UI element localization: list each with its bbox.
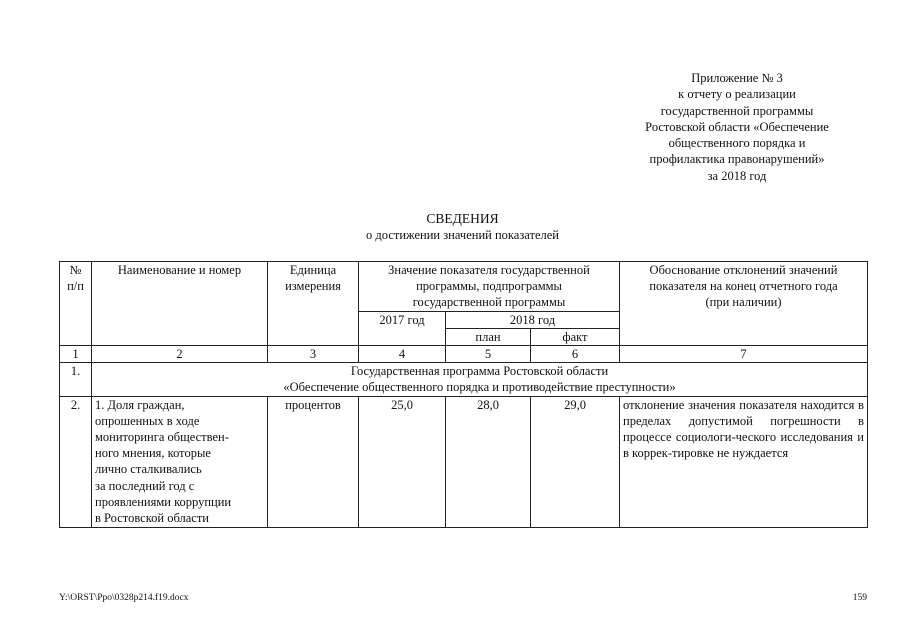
header-reason-line: (при наличии) xyxy=(705,295,782,310)
header-reason-line: показателя на конец отчетного года xyxy=(649,279,838,294)
indicator-name-line: 1. Доля граждан, xyxy=(95,397,185,412)
header-year-2018: 2018 год xyxy=(446,311,620,328)
indicator-name-line: мониторинга обществен- xyxy=(95,430,229,445)
indicator-reason: отклонение значения показателя находится в пределах допустимой погрешности в процессе социологи-ческого исследования и в коррек-тировке не нуждается xyxy=(620,396,868,527)
document-subtitle: о достижении значений показателей xyxy=(366,228,559,242)
header-reason-line: Обоснование отклонений значений xyxy=(649,263,838,277)
appendix-line: общественного порядка и xyxy=(668,136,806,151)
footer-file-path: Y:\ORST\Ppo\0328p214.f19.docx xyxy=(59,593,189,603)
header-year-2017: 2017 год xyxy=(359,311,446,345)
table-row xyxy=(60,396,868,527)
indicators-table xyxy=(59,261,868,528)
column-number: 4 xyxy=(359,346,446,363)
header-reason xyxy=(620,262,868,346)
column-number: 2 xyxy=(92,346,268,363)
indicator-fact-2018: 29,0 xyxy=(531,396,620,527)
indicator-name-line: в Ростовской области xyxy=(95,511,209,526)
appendix-line: государственной программы xyxy=(660,103,814,118)
column-number: 3 xyxy=(268,346,359,363)
header-unit-line: измерения xyxy=(285,279,341,294)
header-num-line: № xyxy=(69,263,82,277)
document-heading xyxy=(0,210,905,243)
indicator-name-line: за последний год с xyxy=(95,478,195,493)
indicator-unit: процентов xyxy=(268,396,359,527)
header-fact: факт xyxy=(531,328,620,345)
indicator-name xyxy=(92,396,268,527)
header-num-line: п/п xyxy=(67,279,84,294)
appendix-block xyxy=(607,70,867,184)
indicator-plan-2018: 28,0 xyxy=(446,396,531,527)
header-value-line: Значение показателя государственной xyxy=(388,263,590,277)
appendix-line: за 2018 год xyxy=(707,168,767,183)
appendix-line: к отчету о реализации xyxy=(678,87,796,102)
program-title-line: «Обеспечение общественного порядка и противодействие преступности» xyxy=(283,380,676,395)
header-plan: план xyxy=(446,328,531,345)
appendix-line: Ростовской области «Обеспечение xyxy=(645,119,829,134)
header-value-line: программы, подпрограммы xyxy=(416,279,562,294)
indicator-num: 2. xyxy=(60,396,92,527)
column-number: 1 xyxy=(60,346,92,363)
appendix-line: профилактика правонарушений» xyxy=(649,152,825,167)
document-title: СВЕДЕНИЯ xyxy=(426,211,499,226)
header-num xyxy=(60,262,92,346)
header-value xyxy=(359,262,620,312)
indicator-name-line: проявлениями коррупции xyxy=(95,494,232,509)
indicator-name-line: ного мнения, которые xyxy=(95,446,211,461)
indicator-value-2017: 25,0 xyxy=(359,396,446,527)
column-number: 6 xyxy=(531,346,620,363)
indicator-name-line: лично сталкивались xyxy=(95,462,202,477)
footer-page-number: 159 xyxy=(852,593,867,603)
indicator-name-line: опрошенных в ходе xyxy=(95,413,200,428)
program-row-num: 1. xyxy=(60,363,92,396)
column-number: 5 xyxy=(446,346,531,363)
appendix-line: Приложение № 3 xyxy=(691,71,783,85)
header-name: Наименование и номер xyxy=(92,262,268,346)
header-value-line: государственной программы xyxy=(412,295,566,310)
header-unit xyxy=(268,262,359,346)
program-row-title xyxy=(92,363,868,396)
header-unit-line: Единица xyxy=(289,263,337,277)
column-number: 7 xyxy=(620,346,868,363)
program-title-line: Государственная программа Ростовской области xyxy=(350,364,609,379)
